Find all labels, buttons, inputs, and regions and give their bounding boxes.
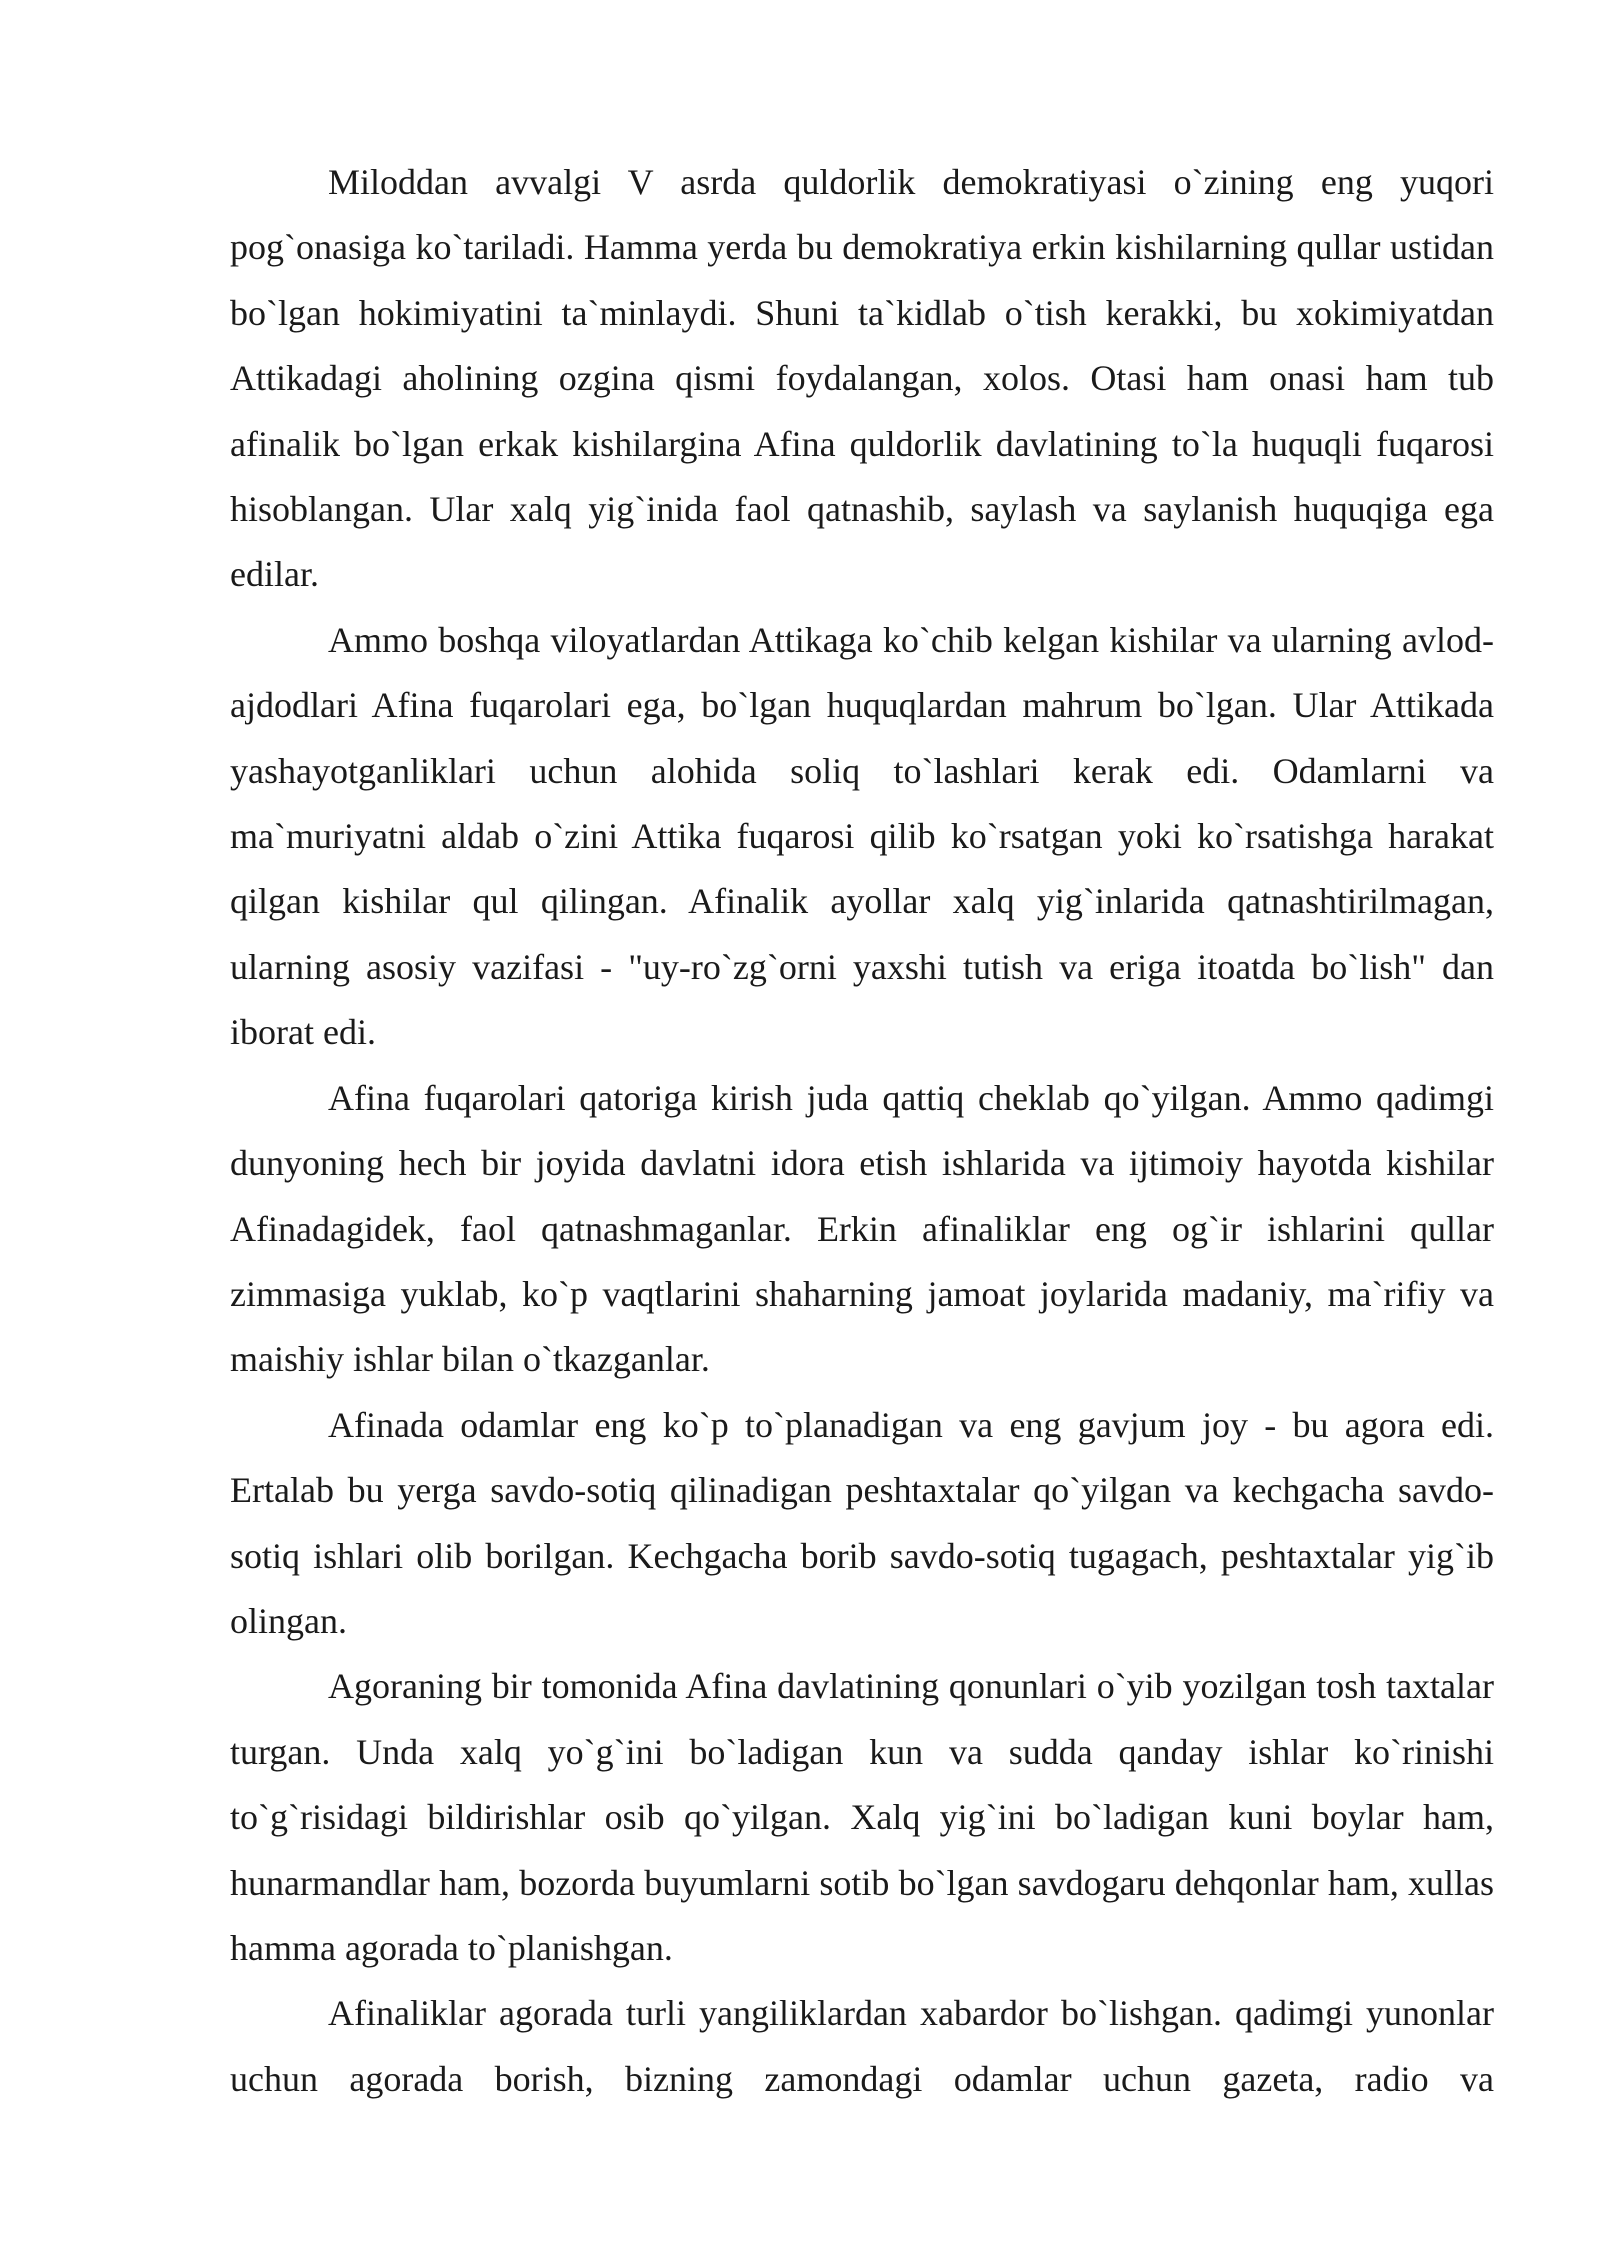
document-body bbox=[230, 150, 1494, 2112]
paragraph-2: Ammo boshqa viloyatlardan Attikaga ko`chib kelgan kishilar va ularning avlod-ajdodlari Afina fuqarolari ega, bo`lgan huquqlardan mahrum bo`lgan. Ular Attikada yashayotganliklari uchun alohida soliq to`lashlari kerak edi. Odamlarni va ma`muriyatni aldab o`zini Attika fuqarosi qilib ko`rsatgan yoki ko`rsatishga harakat qilgan kishilar qul qilingan. Afinalik ayollar xalq yig`inlarida qatnashtirilmagan, ularning asosiy vazifasi - "uy-ro`zg`orni yaxshi tutish va eriga itoatda bo`lish" dan iborat edi. bbox=[230, 619, 1494, 1053]
paragraph-6: Afinaliklar agorada turli yangiliklardan xabardor bo`lishgan. qadimgi yunonlar uchun agorada borish, bizning zamondagi odamlar uchun gazeta, radio va bbox=[230, 1993, 1494, 2099]
paragraph-1: Miloddan avvalgi V asrda quldorlik demokratiyasi o`zining eng yuqori pog`onasiga ko`tariladi. Hamma yerda bu demokratiya erkin kishilarning qullar ustidan bo`lgan hokimiyatini ta`minlaydi. Shuni ta`kidlab o`tish kerakki, bu xokimiyatdan Attikadagi aholining ozgina qismi foydalangan, xolos. Otasi ham onasi ham tub afinalik bo`lgan erkak kishilargina Afina quldorlik davlatining to`la huquqli fuqarosi hisoblangan. Ular xalq yig`inida faol qatnashib, saylash va saylanish huquqiga ega edilar. bbox=[230, 162, 1494, 595]
paragraph-3: Afina fuqarolari qatoriga kirish juda qattiq cheklab qo`yilgan. Ammo qadimgi dunyoning hech bir joyida davlatni idora etish ishlarida va ijtimoiy hayotda kishilar Afinadagidek, faol qatnashmaganlar. Erkin afinaliklar eng og`ir ishlarini qullar zimmasiga yuklab, ko`p vaqtlarini shaharning jamoat joylarida madaniy, ma`rifiy va maishiy ishlar bilan o`tkazganlar. bbox=[230, 1077, 1494, 1380]
paragraph-4: Afinada odamlar eng ko`p to`planadigan va eng gavjum joy - bu agora edi. Ertalab bu yerga savdo-sotiq qilinadigan peshtaxtalar qo`yilgan va kechgacha savdo-sotiq ishlari olib borilgan. Kechgacha borib savdo-sotiq tugagach, peshtaxtalar yig`ib olingan. bbox=[230, 1404, 1494, 1641]
paragraph-5: Agoraning bir tomonida Afina davlatining qonunlari o`yib yozilgan tosh taxtalar turgan. Unda xalq yo`g`ini bo`ladigan kun va sudda qanday ishlar ko`rinishi to`g`risidagi bildirishlar osib qo`yilgan. Xalq yig`ini bo`ladigan kuni boylar ham, hunarmandlar ham, bozorda buyumlarni sotib bo`lgan savdogaru dehqonlar ham, xullas hamma agorada to`planishgan. bbox=[230, 1666, 1494, 1968]
